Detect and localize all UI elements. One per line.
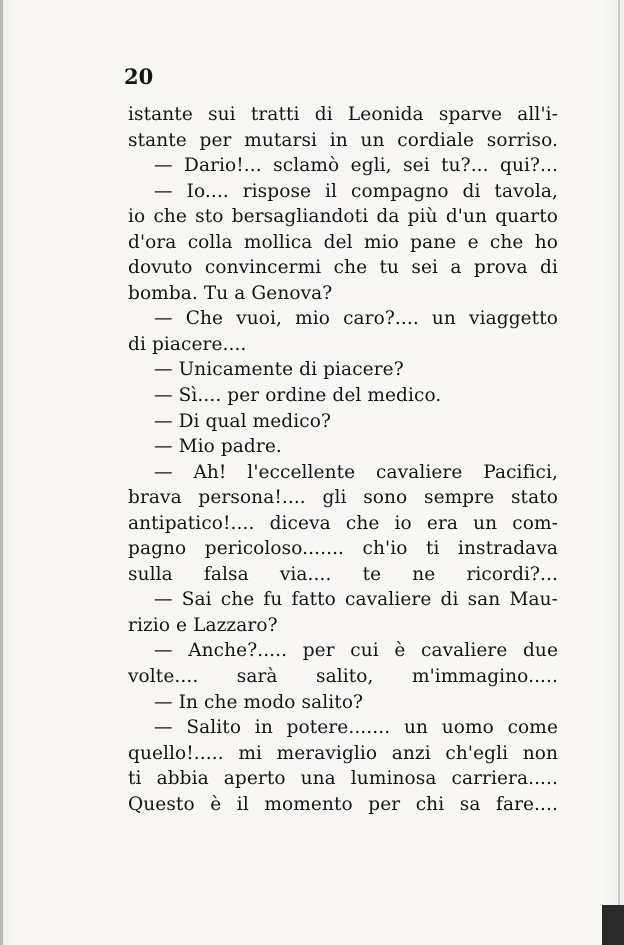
page-right-edge [618, 0, 620, 945]
text-line: rizio e Lazzaro? [128, 614, 278, 636]
text-line: — Dario!... sclamò egli, sei tu?... qui?... [154, 155, 558, 177]
text-line: Questo è il momento per chi sa fare.... [128, 793, 558, 815]
text-line: quello!..... mi meraviglio anzi ch'egli non [128, 742, 558, 764]
page-left-edge [0, 0, 3, 945]
text-line: — Di qual medico? [154, 410, 331, 432]
text-line: — Mio padre. [154, 436, 282, 458]
page-number: 20 [124, 64, 154, 89]
text-line: — Che vuoi, mio caro?.... un viaggetto [154, 308, 558, 330]
text-line: — Salito in potere....... un uomo come [154, 717, 558, 739]
text-line: antipatico!.... diceva che io era un com- [128, 512, 558, 534]
text-line: — Sì.... per ordine del medico. [154, 385, 442, 407]
text-line: — Unicamente di piacere? [154, 359, 404, 381]
text-line: di piacere.... [128, 333, 247, 355]
body-text [128, 102, 558, 817]
text-line: io che sto bersagliandoti da più d'un quarto [128, 206, 558, 228]
text-line: dovuto convincermi che tu sei a prova di [128, 257, 558, 279]
scan-corner-mark [602, 905, 624, 945]
text-line: istante sui tratti di Leonida sparve all'i- [128, 104, 558, 125]
text-line: — Io.... rispose il compagno di tavola, [154, 180, 558, 202]
text-line: pagno pericoloso....... ch'io ti instradava [128, 538, 558, 560]
text-line: brava persona!.... gli sono sempre stato [128, 487, 558, 509]
text-line: — Anche?..... per cui è cavaliere due [154, 640, 558, 662]
text-line: ti abbia aperto una luminosa carriera..... [128, 768, 558, 790]
text-line: — Ah! l'eccellente cavaliere Pacifici, [154, 461, 558, 483]
text-line: — In che modo salito? [154, 691, 364, 713]
text-line: — Sai che fu fatto cavaliere di san Mau- [154, 589, 558, 611]
text-line: sulla falsa via.... te ne ricordi?... [128, 563, 558, 585]
text-line: volte.... sarà salito, m'immagino..... [128, 666, 558, 688]
text-line: bomba. Tu a Genova? [128, 282, 333, 304]
text-line: stante per mutarsi in un cordiale sorriso. [128, 129, 558, 151]
text-line: d'ora colla mollica del mio pane e che ho [128, 231, 558, 253]
